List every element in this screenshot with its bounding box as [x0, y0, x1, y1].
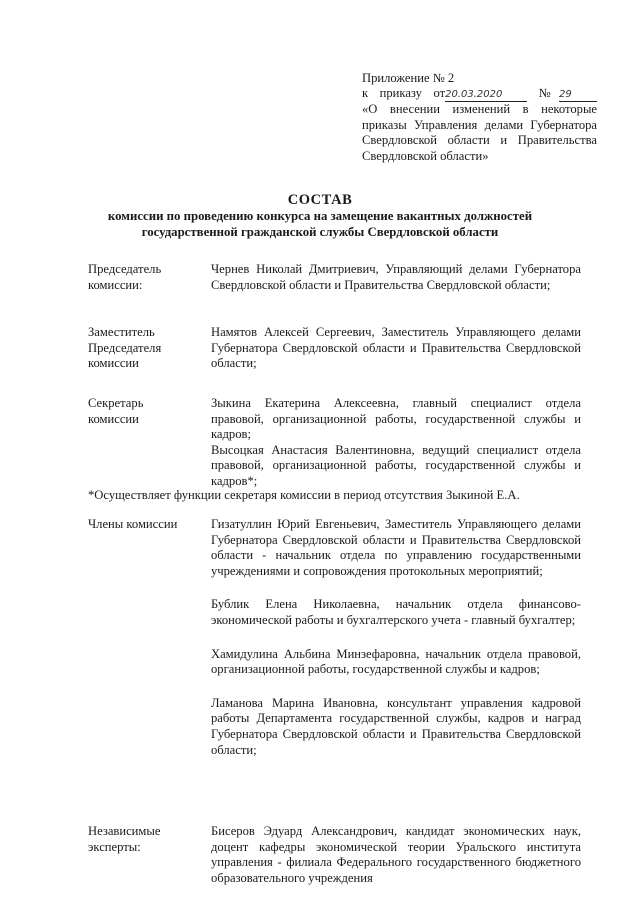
member-description	[211, 824, 581, 886]
member-entry: Высоцкая Анастасия Валентиновна, ведущий специалист отдела правовой, организационной работы, государственной службы и кадров*;	[211, 442, 581, 488]
member-description	[211, 517, 581, 758]
role-label-line: комиссии	[88, 411, 139, 426]
member-entry: Гизатуллин Юрий Евгеньевич, Заместитель Управляющего делами Губернатора Свердловской области и Правительства Свердловской области - начальник отдела по управлению государственными учреждениями и сопровождения протокольных мероприятий;	[211, 517, 581, 578]
member-entry: Зыкина Екатерина Алексеевна, главный специалист отдела правовой, организационной работы, государственной службы и кадров;	[211, 396, 581, 442]
order-description: «О внесении изменений в некоторые приказы Управления делами Губернатора Свердловской области и Правительства Свердловской области»	[362, 102, 597, 163]
order-number-label: №	[538, 86, 559, 101]
role-label	[88, 325, 203, 372]
member-entry: Ламанова Марина Ивановна, консультант управления кадровой работы Департамента государственной службы, кадров и наград Губернатора Свердловской области и Правительства Свердловской области;	[211, 695, 581, 757]
member-description	[211, 396, 581, 490]
member-entry: Бисеров Эдуард Александрович, кандидат экономических наук, доцент кафедры экономической теории Уральского института управления - филиала Федерального государственного бюджетного образовательного учреждения	[211, 824, 581, 885]
role-label-line: Заместитель	[88, 325, 155, 339]
order-prefix: к приказу от	[362, 86, 446, 101]
role-label-line: комиссии	[88, 356, 139, 371]
role-label	[88, 262, 203, 293]
appendix-title: Приложение № 2	[362, 71, 455, 85]
role-label-line: Председателя	[88, 340, 162, 355]
appendix-header	[362, 71, 597, 164]
order-reference-line	[362, 86, 597, 102]
order-number: 29	[559, 89, 597, 102]
role-label	[88, 396, 203, 427]
role-label	[88, 824, 203, 855]
member-entry: Намятов Алексей Сергеевич, Заместитель Управляющего делами Губернатора Свердловской области и Правительства Свердловской области;	[211, 325, 581, 371]
document-heading	[60, 191, 580, 241]
order-date: 20.03.2020	[445, 89, 527, 102]
secretary-footnote: *Осуществляет функции секретаря комиссии в период отсутствия Зыкиной Е.А.	[88, 488, 520, 502]
role-label-line: Секретарь	[88, 396, 144, 410]
role-label-line: Члены комиссии	[88, 517, 178, 531]
member-entry: Бублик Елена Николаевна, начальник отдела финансово-экономической работы и бухгалтерского учета - главный бухгалтер;	[211, 597, 581, 627]
document-subtitle: комиссии по проведению конкурса на замещение вакантных должностей государственной гражданской службы Свердловской области	[107, 209, 533, 239]
member-description	[211, 262, 581, 293]
member-entry: Чернев Николай Дмитриевич, Управляющий делами Губернатора Свердловской области и Правительства Свердловской области;	[211, 262, 581, 292]
role-label-line: эксперты:	[88, 839, 141, 854]
member-entry: Хамидулина Альбина Минзефаровна, начальник отдела правовой, организационной работы, государственной службы и кадров;	[211, 646, 581, 677]
member-description	[211, 325, 581, 372]
role-label-line: комиссии:	[88, 277, 143, 292]
role-label-line: Независимые	[88, 824, 161, 838]
role-label	[88, 517, 203, 533]
role-label-line: Председатель	[88, 262, 162, 276]
document-title: СОСТАВ	[287, 192, 353, 208]
